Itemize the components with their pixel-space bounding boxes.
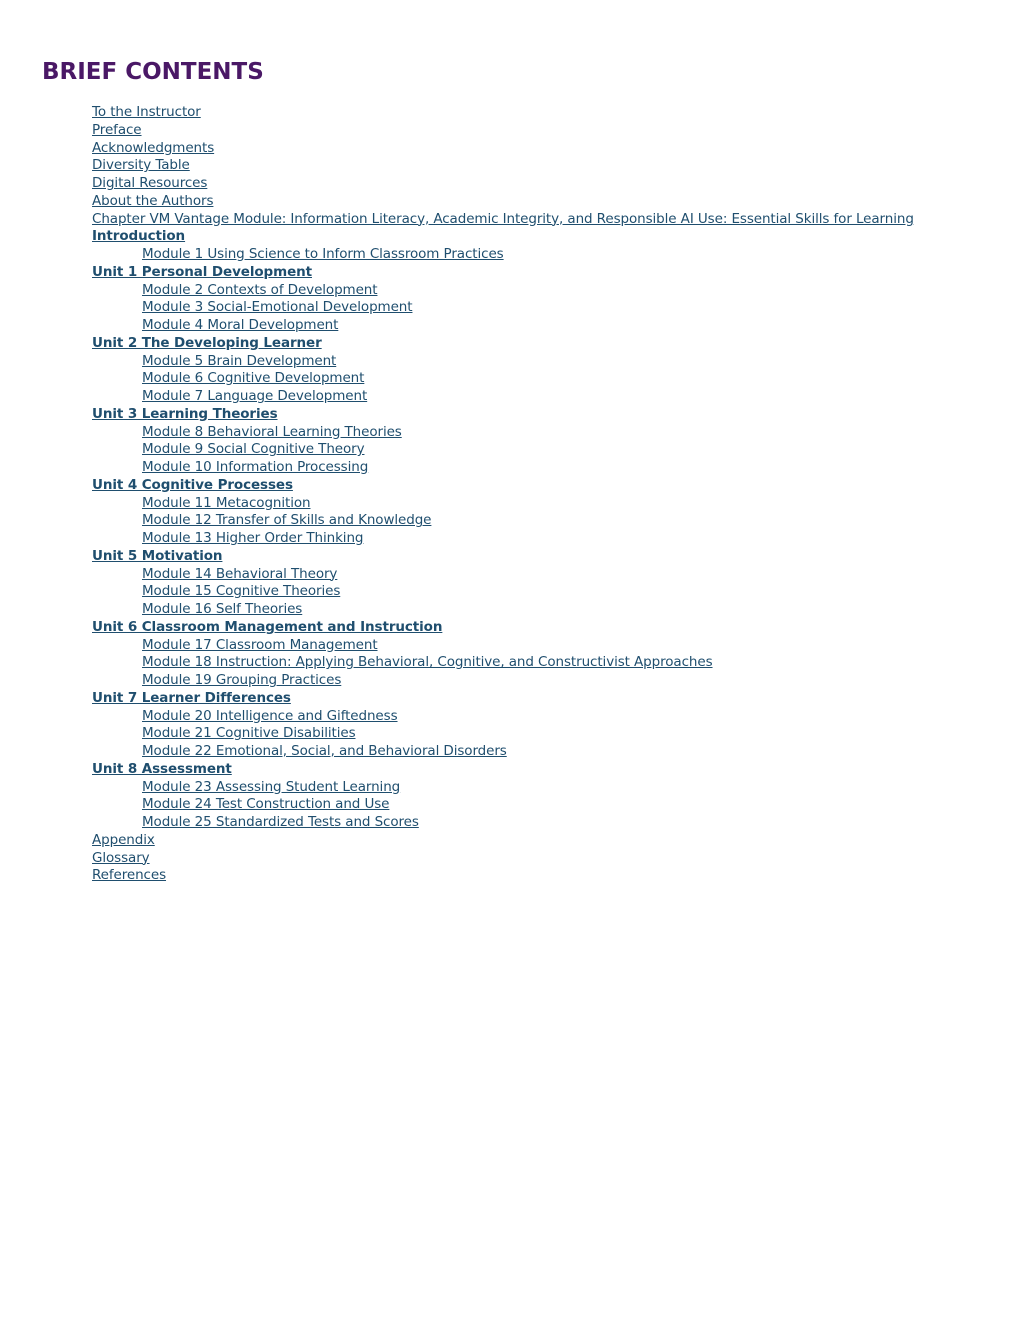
toc-module-link[interactable]: Module 10 Information Processing [142, 459, 369, 475]
toc-item [92, 865, 914, 883]
toc-unit-item [92, 404, 914, 422]
toc-module-item [92, 439, 914, 457]
toc-unit-link[interactable]: Unit 5 Motivation [92, 547, 223, 564]
toc-link[interactable]: Diversity Table [92, 157, 190, 174]
toc-module-item [92, 422, 914, 440]
toc-module-link[interactable]: Module 15 Cognitive Theories [142, 583, 341, 600]
toc-module-item [92, 510, 914, 528]
toc-link[interactable]: References [92, 867, 167, 884]
toc-unit-item [92, 617, 914, 635]
toc-module-link[interactable]: Module 24 Test Construction and Use [142, 796, 390, 813]
toc-module-link[interactable]: Module 9 Social Cognitive Theory [142, 441, 365, 458]
toc-module-link[interactable]: Module 23 Assessing Student Learning [142, 778, 401, 795]
toc-module-item [92, 528, 914, 546]
toc-unit-item [92, 333, 914, 351]
toc-module-link[interactable]: Module 4 Moral Development [142, 317, 339, 333]
toc-link[interactable]: Acknowledgments [92, 139, 215, 156]
toc-module-item [92, 670, 914, 688]
toc-module-item [92, 635, 914, 653]
toc-unit-link[interactable]: Unit 4 Cognitive Processes [92, 476, 293, 493]
toc-module-item [92, 777, 914, 795]
toc-module-item [92, 706, 914, 724]
toc-unit-link[interactable]: Unit 1 Personal Development [92, 263, 312, 280]
toc-link[interactable]: Preface [92, 121, 142, 138]
toc-module-link[interactable]: Module 17 Classroom Management [142, 636, 378, 653]
toc-module-item [92, 581, 914, 599]
toc-module-link[interactable]: Module 13 Higher Order Thinking [142, 530, 364, 546]
toc-unit-link[interactable]: Unit 2 The Developing Learner [92, 334, 322, 351]
toc-link[interactable]: Appendix [92, 831, 155, 848]
toc-item [92, 191, 914, 209]
toc-unit-link[interactable]: Unit 6 Classroom Management and Instruction [92, 618, 443, 635]
toc-unit-item [92, 688, 914, 706]
toc-module-link[interactable]: Module 14 Behavioral Theory [142, 565, 338, 582]
toc-module-link[interactable]: Module 3 Social-Emotional Development [142, 299, 413, 316]
toc-module-item [92, 652, 914, 670]
toc-module-link[interactable]: Module 16 Self Theories [142, 601, 303, 617]
toc-module-link[interactable]: Module 21 Cognitive Disabilities [142, 725, 356, 742]
toc-module-item [92, 812, 914, 830]
toc-module-item [92, 457, 914, 475]
toc-item [92, 830, 914, 848]
toc-unit-link[interactable]: Unit 3 Learning Theories [92, 405, 278, 422]
toc-module-item [92, 280, 914, 298]
toc-module-item [92, 741, 914, 759]
toc-link[interactable]: Chapter VM Vantage Module: Information Literacy, Academic Integrity, and Responsible AI Use: Essential Skills for Learning [92, 210, 914, 227]
toc-module-link[interactable]: Module 12 Transfer of Skills and Knowledge [142, 512, 432, 529]
toc-module-item [92, 351, 914, 369]
page-title: BRIEF CONTENTS [42, 59, 264, 85]
toc-item [92, 155, 914, 173]
toc-link[interactable]: Digital Resources [92, 175, 208, 191]
toc-module-item [92, 244, 914, 262]
toc-module-item [92, 386, 914, 404]
toc-item [92, 848, 914, 866]
toc-module-link[interactable]: Module 8 Behavioral Learning Theories [142, 423, 402, 440]
toc-module-link[interactable]: Module 2 Contexts of Development [142, 281, 378, 298]
toc-unit-item [92, 475, 914, 493]
toc-link[interactable]: About the Authors [92, 192, 214, 209]
toc-unit-item [92, 226, 914, 244]
toc-module-link[interactable]: Module 20 Intelligence and Giftedness [142, 707, 398, 724]
toc-module-item [92, 723, 914, 741]
toc-module-link[interactable]: Module 5 Brain Development [142, 352, 337, 369]
table-of-contents [92, 102, 914, 883]
toc-module-item [92, 315, 914, 333]
toc-module-item [92, 493, 914, 511]
toc-link[interactable]: Glossary [92, 849, 150, 866]
toc-module-item [92, 297, 914, 315]
toc-module-link[interactable]: Module 11 Metacognition [142, 494, 311, 511]
toc-module-link[interactable]: Module 19 Grouping Practices [142, 672, 342, 688]
toc-unit-link[interactable]: Introduction [92, 228, 186, 245]
toc-item [92, 209, 914, 227]
toc-module-item [92, 794, 914, 812]
toc-module-link[interactable]: Module 25 Standardized Tests and Scores [142, 814, 419, 830]
toc-unit-link[interactable]: Unit 7 Learner Differences [92, 689, 291, 706]
toc-link[interactable]: To the Instructor [92, 104, 201, 120]
toc-module-item [92, 564, 914, 582]
toc-module-link[interactable]: Module 1 Using Science to Inform Classroom Practices [142, 246, 504, 262]
toc-module-link[interactable]: Module 18 Instruction: Applying Behavioral, Cognitive, and Constructivist Approaches [142, 654, 713, 671]
toc-unit-item [92, 759, 914, 777]
toc-module-item [92, 599, 914, 617]
toc-item [92, 173, 914, 191]
toc-item [92, 120, 914, 138]
toc-item [92, 102, 914, 120]
toc-unit-link[interactable]: Unit 8 Assessment [92, 760, 232, 777]
toc-unit-item [92, 546, 914, 564]
toc-module-item [92, 368, 914, 386]
toc-module-link[interactable]: Module 22 Emotional, Social, and Behavioral Disorders [142, 743, 507, 759]
toc-item [92, 138, 914, 156]
toc-module-link[interactable]: Module 6 Cognitive Development [142, 370, 365, 387]
toc-unit-item [92, 262, 914, 280]
toc-module-link[interactable]: Module 7 Language Development [142, 388, 368, 404]
